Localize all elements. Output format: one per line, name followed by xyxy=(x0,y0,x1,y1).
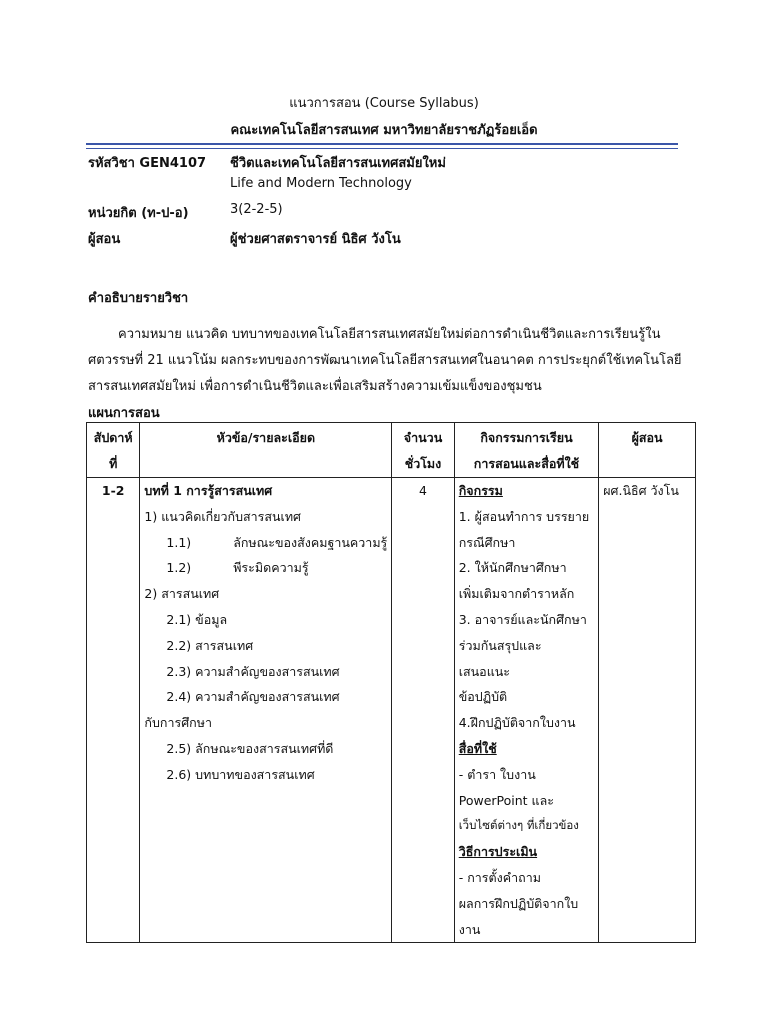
instructor-value: ผู้ช่วยศาสตราจารย์ นิธิศ วังโน xyxy=(230,232,401,247)
description-heading: คำอธิบายรายวิชา xyxy=(88,291,189,306)
activity-line: ข้อปฏิบัติ xyxy=(458,689,508,705)
document-title: แนวการสอน (Course Syllabus) xyxy=(289,96,479,111)
topic-line: 2.5) ลักษณะของสารสนเทศที่ดี xyxy=(166,740,334,756)
description-line: ศตวรรษที่ 21 แนวโน้ม ผลกระทบของการพัฒนาเทคโนโลยีสารสนเทศในอนาคต การประยุกต์ใช้เทคโนโลยี xyxy=(88,353,682,368)
topic-line: 1.1) ลักษณะของสังคมฐานความรู้ xyxy=(166,534,388,550)
topic-line: 2.4) ความสำคัญของสารสนเทศ xyxy=(166,689,340,705)
instructor-label: ผู้สอน xyxy=(88,232,121,247)
topic-cell xyxy=(140,478,392,943)
activity-line: เว็บไซต์ต่างๆ ที่เกี่ยวข้อง xyxy=(458,818,579,833)
activity-line: งาน xyxy=(458,921,481,937)
hours-cell: 4 xyxy=(392,478,454,943)
column-header-instructor: ผู้สอน xyxy=(599,423,696,478)
header-rule-thin xyxy=(86,148,678,149)
credit-label: หน่วยกิต (ท-ป-อ) xyxy=(88,206,189,221)
column-header-week: สัปดาห์ ที่ xyxy=(87,423,140,478)
table-header-row xyxy=(87,423,696,478)
activity-line: ร่วมกันสรุปและ xyxy=(458,637,542,653)
column-header-activity: กิจกรรมการเรียน การสอนและสื่อที่ใช้ xyxy=(454,423,598,478)
activity-line: - ตำรา ใบงาน xyxy=(458,766,536,782)
course-name-en: Life and Modern Technology xyxy=(230,176,412,191)
topic-line: 2.6) บทบาทของสารสนเทศ xyxy=(166,766,315,782)
activity-line: เพิ่มเติมจากตำราหลัก xyxy=(458,586,575,602)
media-heading: สื่อที่ใช้ xyxy=(458,740,497,756)
instructor-cell: ผศ.นิธิศ วังโน xyxy=(599,478,696,943)
activity-line: 4.ฝึกปฏิบัติจากใบงาน xyxy=(458,715,576,731)
description-line: ความหมาย แนวคิด บทบาทของเทคโนโลยีสารสนเทศสมัยใหม่ต่อการดำเนินชีวิตและการเรียนรู้ใน xyxy=(118,327,661,342)
teaching-plan-table xyxy=(86,422,696,943)
description-line: สารสนเทศสมัยใหม่ เพื่อการดำเนินชีวิตและเพื่อเสริมสร้างความเข้มแข็งของชุมชน xyxy=(88,379,542,394)
topic-line: กับการศึกษา xyxy=(144,715,212,731)
credit-value: 3(2-2-5) xyxy=(230,202,283,217)
activity-line: กรณีศึกษา xyxy=(458,534,516,550)
activity-line: 1. ผู้สอนทำการ บรรยาย xyxy=(458,508,590,524)
description-text xyxy=(88,322,682,400)
evaluation-heading: วิธีการประเมิน xyxy=(458,844,538,860)
week-cell: 1-2 xyxy=(87,478,140,943)
activity-line: ผลการฝึกปฏิบัติจากใบ xyxy=(458,895,579,911)
activity-line: เสนอแนะ xyxy=(458,663,511,679)
topic-line: 2.1) ข้อมูล xyxy=(166,611,228,627)
topic-line: 2) สารสนเทศ xyxy=(144,586,220,602)
activity-line: 2. ให้นักศึกษาศึกษา xyxy=(458,560,567,576)
chapter-title: บทที่ 1 การรู้สารสนเทศ xyxy=(144,483,273,498)
header-rule-thick xyxy=(86,143,678,145)
activity-line: PowerPoint และ xyxy=(458,792,554,808)
column-header-topic: หัวข้อ/รายละเอียด xyxy=(140,423,392,478)
course-name-th: ชีวิตและเทคโนโลยีสารสนเทศสมัยใหม่ xyxy=(230,156,446,171)
topic-line: 1.2) พีระมิดความรู้ xyxy=(166,560,309,576)
column-header-hours: จำนวน ชั่วโมง xyxy=(392,423,454,478)
faculty-name: คณะเทคโนโลยีสารสนเทศ มหาวิทยาลัยราชภัฏร้อยเอ็ด xyxy=(230,123,538,138)
activity-heading: กิจกรรม xyxy=(458,483,503,498)
topic-line: 2.3) ความสำคัญของสารสนเทศ xyxy=(166,663,340,679)
topic-line: 2.2) สารสนเทศ xyxy=(166,637,254,653)
activity-cell xyxy=(454,478,598,943)
plan-heading: แผนการสอน xyxy=(88,406,160,421)
topic-line: 1) แนวคิดเกี่ยวกับสารสนเทศ xyxy=(144,508,301,524)
table-row xyxy=(87,478,696,943)
activity-line: 3. อาจารย์และนักศึกษา xyxy=(458,611,587,627)
course-code-label: รหัสวิชา GEN4107 xyxy=(88,156,207,171)
activity-line: - การตั้งคำถาม xyxy=(458,869,541,885)
